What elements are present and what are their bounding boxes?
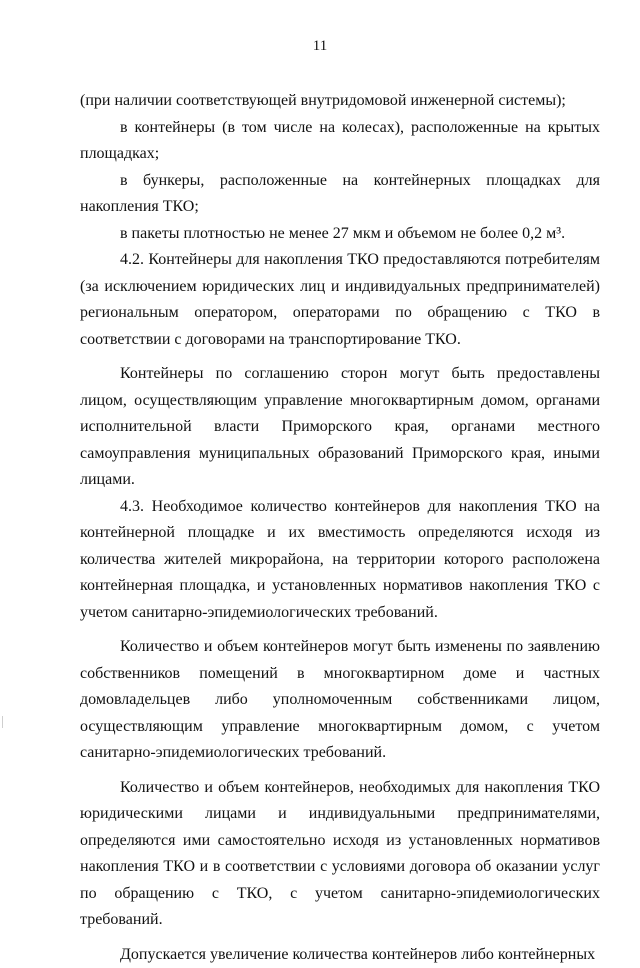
paragraph-1: (при наличии соответствующей внутридомовой инженерной системы); (80, 88, 600, 115)
paragraph-10: Допускается увеличение количества контейнеров либо контейнерных (80, 942, 600, 968)
paragraph-8: Количество и объем контейнеров могут быть изменены по заявлению собственников помещений в многоквартирном доме и частных домовладельцев либо уполномоченным собственниками лицом, осуществляющим управление многоквартирным домом, с учетом санитарно-эпидемиологических требований. (80, 634, 600, 767)
scan-margin-mark (2, 716, 3, 728)
paragraph-7: 4.3. Необходимое количество контейнеров для накопления ТКО на контейнерной площадке и их вместимость определяются исходя из количества жителей микрорайона, на территории которого расположена контейнерная площадка, и установленных нормативов накопления ТКО с учетом санитарно-эпидемиологических требований. (80, 494, 600, 627)
document-body (80, 88, 600, 968)
paragraph-5: 4.2. Контейнеры для накопления ТКО предоставляются потребителям (за исключением юридических лиц и индивидуальных предпринимателей) региональным оператором, операторами по обращению с ТКО в соответствии с договорами на транспортирование ТКО. (80, 247, 600, 353)
paragraph-2: в контейнеры (в том числе на колесах), расположенные на крытых площадках; (80, 115, 600, 168)
page-number: 11 (0, 38, 640, 55)
paragraph-6: Контейнеры по соглашению сторон могут быть предоставлены лицом, осуществляющим управление многоквартирным домом, органами исполнительной власти Приморского края, органами местного самоуправления муниципальных образований Приморского края, иными лицами. (80, 361, 600, 494)
paragraph-4: в пакеты плотностью не менее 27 мкм и объемом не более 0,2 м³. (80, 221, 600, 248)
paragraph-3: в бункеры, расположенные на контейнерных площадках для накопления ТКО; (80, 168, 600, 221)
paragraph-9: Количество и объем контейнеров, необходимых для накопления ТКО юридическими лицами и индивидуальными предпринимателями, определяются ими самостоятельно исходя из установленных нормативов накопления ТКО и в соответствии с условиями договора об оказании услуг по обращению с ТКО, с учетом санитарно-эпидемиологических требований. (80, 775, 600, 934)
